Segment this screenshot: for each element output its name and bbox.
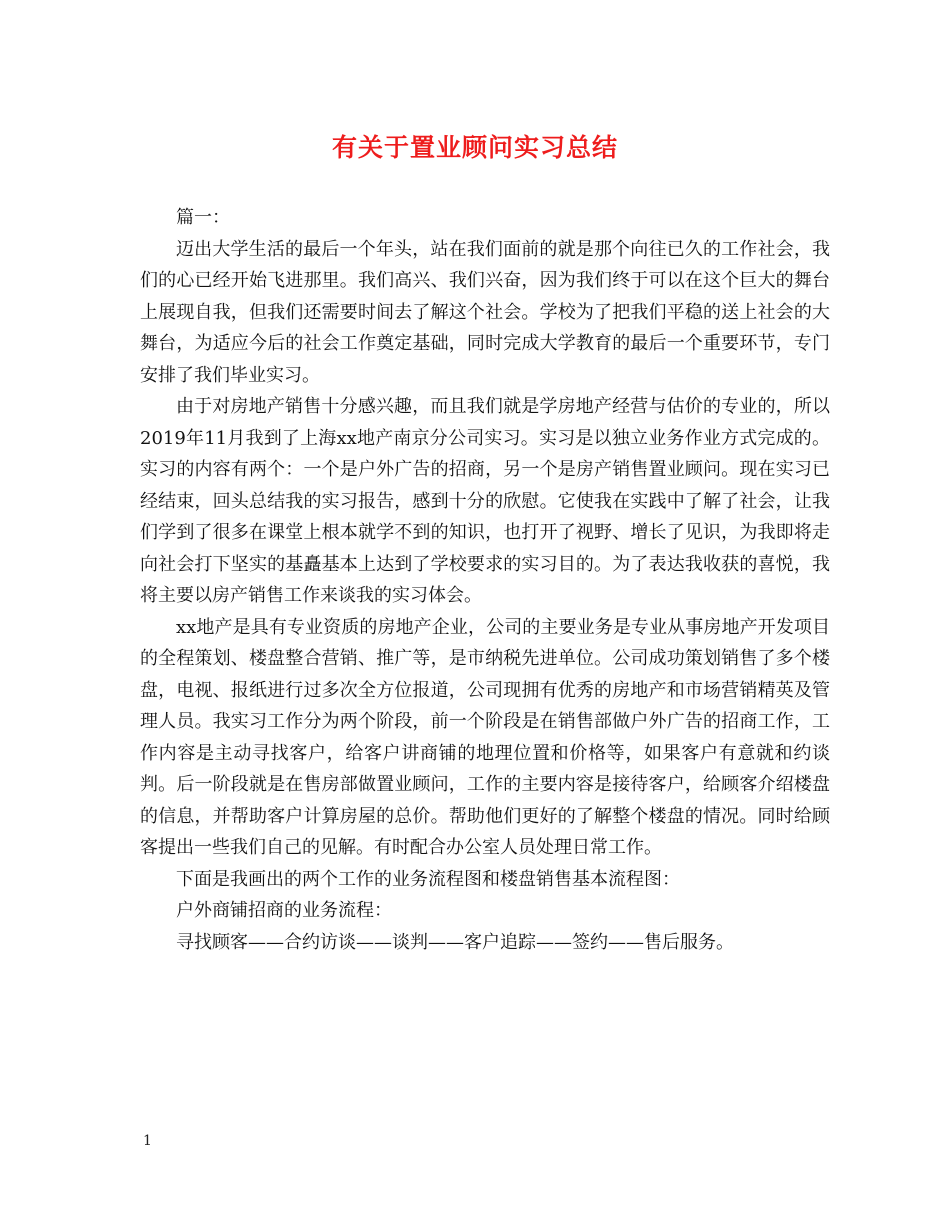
paragraph: 寻找顾客——合约访谈——谈判——客户追踪——签约——售后服务。 <box>176 931 734 953</box>
page-number: 1 <box>143 1133 152 1149</box>
document-body <box>140 202 830 958</box>
document-title: 有关于置业顾问实习总结 <box>331 133 618 162</box>
paragraph: 由于对房地产销售十分感兴趣，而且我们就是学房地产经营与估价的专业的，所以2019年11月我到了上海xx地产南京分公司实习。实习是以独立业务作业方式完成的。实习的内容有两个：一个是户外广告的招商，另一个是房产销售置业顾问。现在实习已经结束，回头总结我的实习报告，感到十分的欣慰。它使我在实践中了解了社会，让我们学到了很多在课堂上根本就学不到的知识，也打开了视野、增长了见识，为我即将走向社会打下坚实的基矗基本上达到了学校要求的实习目的。为了表达我收获的喜悦，我将主要以房产销售工作来谈我的实习体会。 <box>140 396 830 606</box>
section-label: 篇一： <box>176 207 230 228</box>
paragraph: 户外商铺招商的业务流程： <box>176 900 392 921</box>
paragraph: 迈出大学生活的最后一个年头，站在我们面前的就是那个向往已久的工作社会，我们的心已经开始飞进那里。我们高兴、我们兴奋，因为我们终于可以在这个巨大的舞台上展现自我，但我们还需要时间去了解这个社会。学校为了把我们平稳的送上社会的大舞台，为适应今后的社会工作奠定基础，同时完成大学教育的最后一个重要环节，专门安排了我们毕业实习。 <box>140 238 830 386</box>
paragraph: 下面是我画出的两个工作的业务流程图和楼盘销售基本流程图： <box>176 868 680 890</box>
paragraph: xx地产是具有专业资质的房地产企业，公司的主要业务是专业从事房地产开发项目的全程策划、楼盘整合营销、推广等，是市纳税先进单位。公司成功策划销售了多个楼盘，电视、报纸进行过多次全方位报道，公司现拥有优秀的房地产和市场营销精英及管理人员。我实习工作分为两个阶段，前一个阶段是在销售部做户外广告的招商工作，工作内容是主动寻找客户，给客户讲商铺的地理位置和价格等，如果客户有意就和约谈判。后一阶段就是在售房部做置业顾问，工作的主要内容是接待客户，给顾客介绍楼盘的信息，并帮助客户计算房屋的总价。帮助他们更好的了解整个楼盘的情况。同时给顾客提出一些我们自己的见解。有时配合办公室人员处理日常工作。 <box>140 616 830 858</box>
